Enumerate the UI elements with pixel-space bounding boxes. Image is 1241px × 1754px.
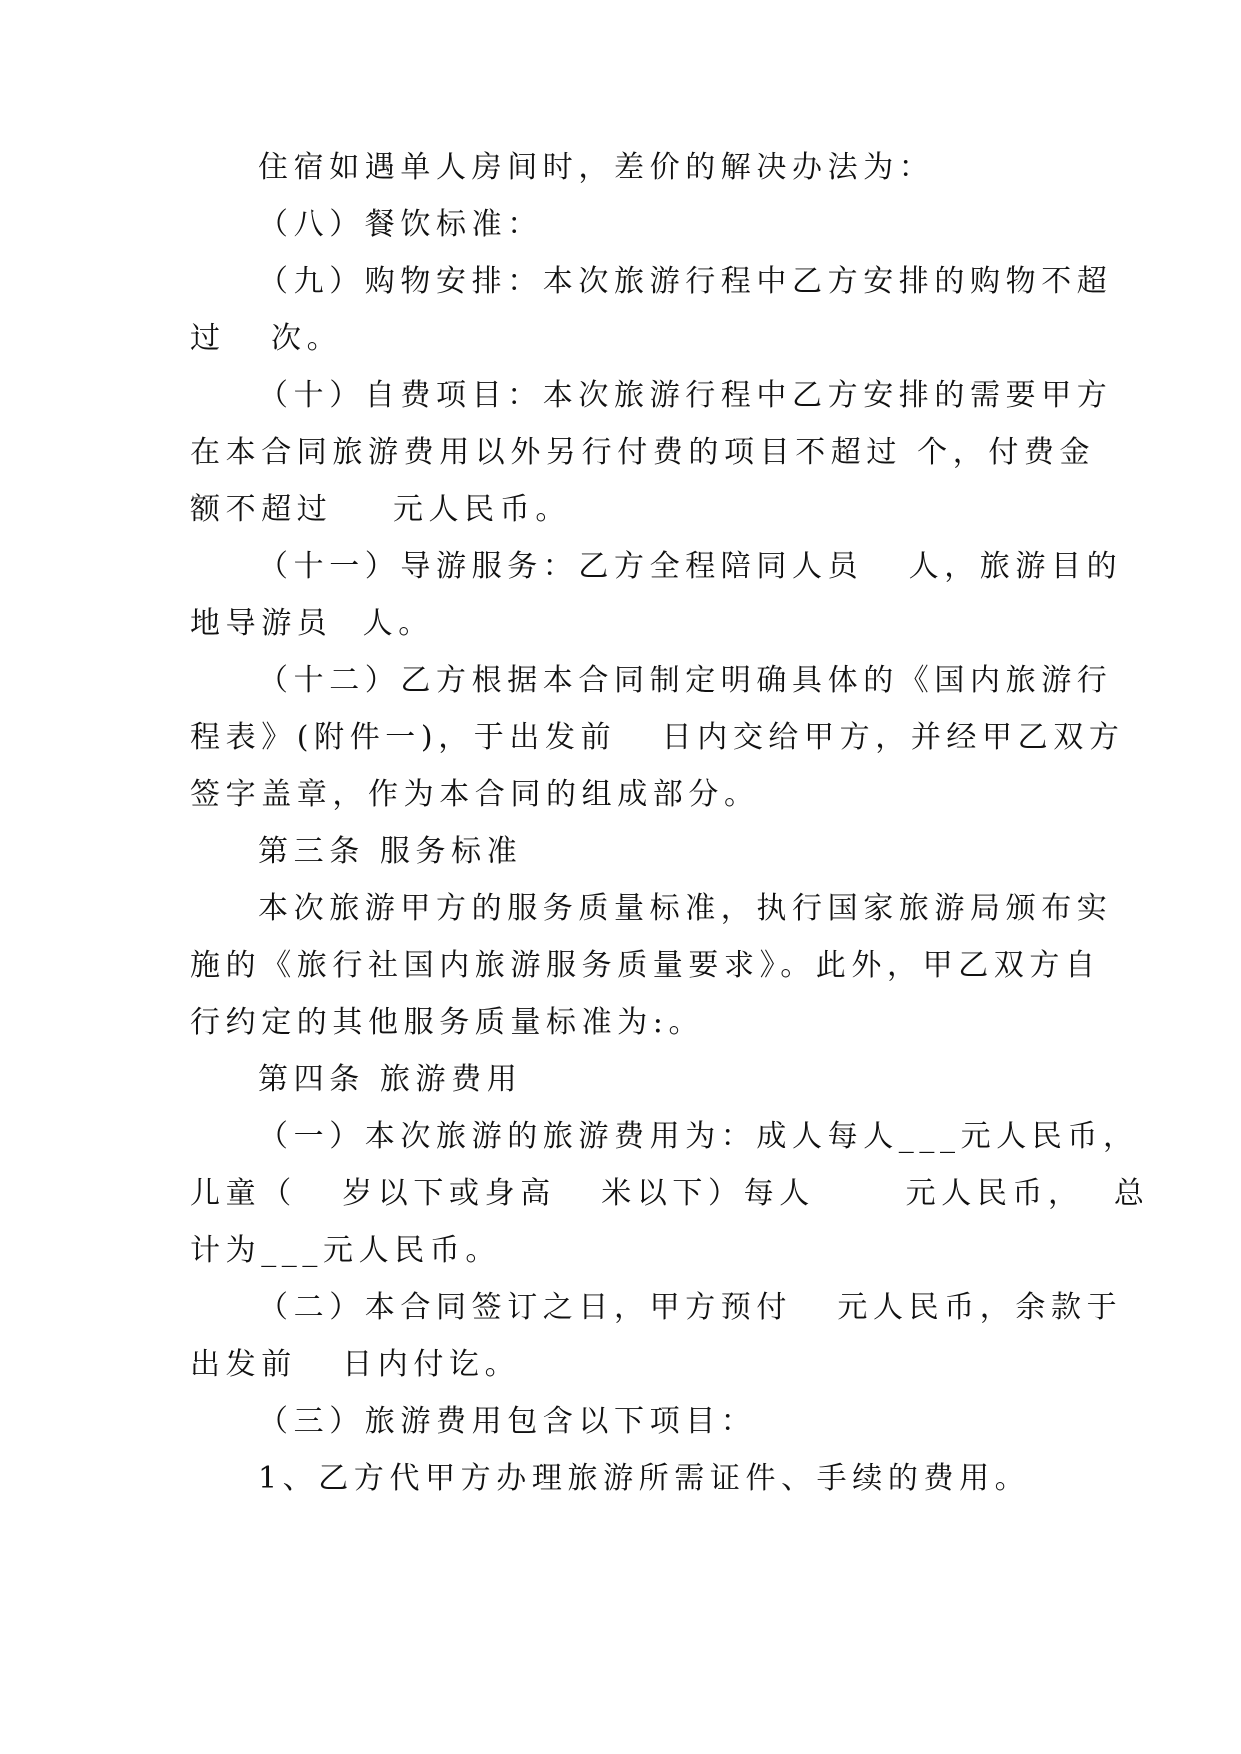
paragraph-line: 计为___元人民币。: [190, 1233, 501, 1268]
paragraph-line: （十）自费项目：本次旅游行程中乙方安排的需要甲方: [258, 378, 1113, 413]
paragraph-line: 行约定的其他服务质量标准为:。: [190, 1005, 705, 1040]
paragraph-line: 地导游员 人。: [190, 606, 434, 641]
paragraph-line: （十二）乙方根据本合同制定明确具体的《国内旅游行: [258, 663, 1113, 698]
paragraph-line: （一）本次旅游的旅游费用为：成人每人___元人民币，: [258, 1119, 1139, 1154]
paragraph-line: 儿童（ 岁以下或身高 米以下）每人 元人民币， 总: [190, 1176, 1150, 1211]
paragraph-line: 签字盖章，作为本合同的组成部分。: [190, 777, 760, 812]
paragraph-line: 在本合同旅游费用以外另行付费的项目不超过 个，付费金: [190, 435, 1096, 470]
paragraph-line: 额不超过 元人民币。: [190, 492, 571, 527]
paragraph-line: 本次旅游甲方的服务质量标准，执行国家旅游局颁布实: [258, 891, 1113, 926]
paragraph-line: 程表》(附件一)，于出发前 日内交给甲方，并经甲乙双方: [190, 720, 1125, 755]
paragraph-line: （三）旅游费用包含以下项目：: [258, 1404, 757, 1439]
paragraph-line: 过 次。: [190, 321, 343, 356]
section-heading: 第三条 服务标准: [258, 834, 523, 869]
paragraph-line: 住宿如遇单人房间时，差价的解决办法为：: [258, 150, 935, 185]
paragraph-line: 施的《旅行社国内旅游服务质量要求》。此外，甲乙双方自: [190, 948, 1101, 983]
paragraph-line: （八）餐饮标准：: [258, 207, 543, 242]
paragraph-line: 出发前 日内付讫。: [190, 1347, 521, 1382]
paragraph-line: （九）购物安排：本次旅游行程中乙方安排的购物不超: [258, 264, 1113, 299]
section-heading: 第四条 旅游费用: [258, 1062, 523, 1097]
paragraph-line: 1、乙方代甲方办理旅游所需证件、手续的费用。: [258, 1461, 1031, 1496]
paragraph-line: （十一）导游服务：乙方全程陪同人员 人，旅游目的: [258, 549, 1123, 584]
paragraph-line: （二）本合同签订之日，甲方预付 元人民币，余款于: [258, 1290, 1123, 1325]
